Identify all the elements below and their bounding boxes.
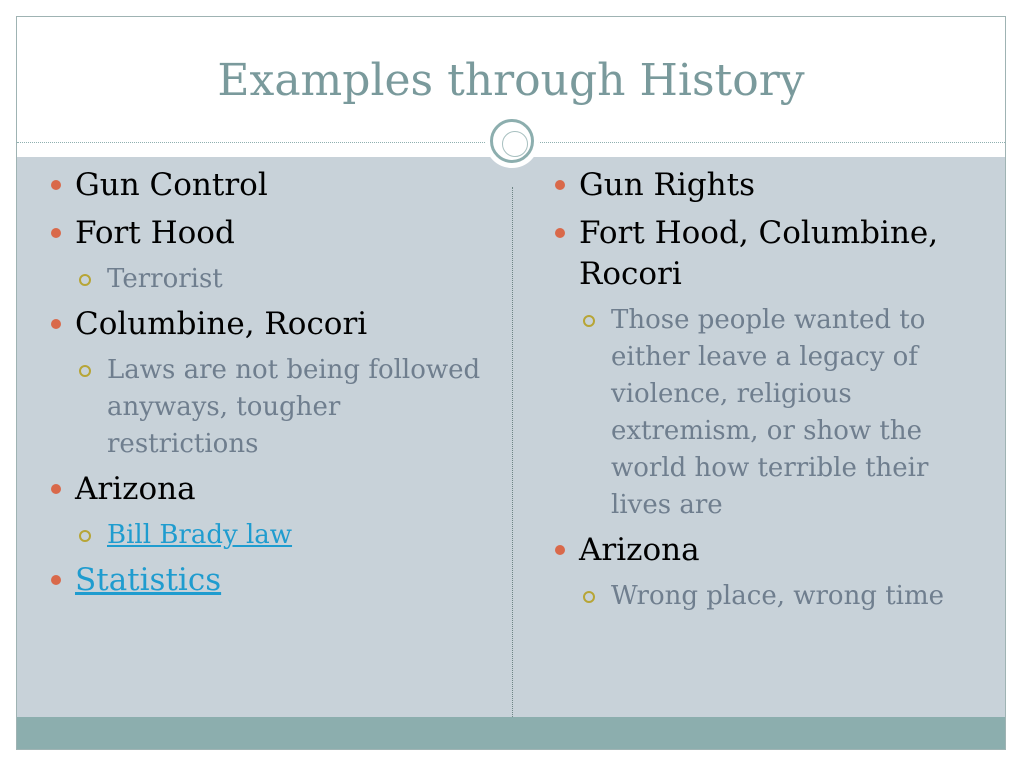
left-sub-bullet-laws [49, 352, 494, 463]
sub-bullet-text: Terrorist [107, 264, 223, 294]
right-column [553, 165, 973, 621]
bullet-text: Columbine, Rocori [75, 306, 368, 342]
filled-circle-icon [51, 180, 61, 190]
ring-ornament-icon [485, 114, 539, 168]
slide-title: Examples through History [217, 55, 805, 106]
right-sub-bullet-wrong-place [553, 578, 973, 615]
right-bullet-fort-hood-columbine-rocori [553, 213, 973, 295]
left-bullet-statistics [49, 560, 494, 601]
bullet-text: Gun Control [75, 167, 268, 203]
bullet-text: Fort Hood [75, 215, 235, 251]
left-bullet-gun-control [49, 165, 494, 206]
hollow-circle-icon [583, 315, 595, 327]
bullet-text: Arizona [75, 471, 196, 507]
left-sub-bullet-bill-brady [49, 517, 494, 554]
hollow-circle-icon [79, 365, 91, 377]
hollow-circle-icon [583, 591, 595, 603]
ornament-inner-ring [502, 131, 528, 157]
left-bullet-columbine-rocori [49, 304, 494, 345]
sub-bullet-text: Laws are not being followed anyways, tougher restrictions [107, 355, 481, 459]
left-bullet-arizona [49, 469, 494, 510]
right-bullet-gun-rights [553, 165, 973, 206]
filled-circle-icon [555, 228, 565, 238]
filled-circle-icon [555, 545, 565, 555]
hollow-circle-icon [79, 274, 91, 286]
filled-circle-icon [51, 484, 61, 494]
bullet-text: Arizona [579, 532, 700, 568]
bill-brady-law-link[interactable]: Bill Brady law [107, 520, 293, 550]
sub-bullet-text: Those people wanted to either leave a legacy of violence, religious extremism, or show the world how terrible their lives are [611, 305, 929, 520]
right-sub-bullet-legacy [553, 302, 973, 524]
right-bullet-arizona [553, 530, 973, 571]
filled-circle-icon [555, 180, 565, 190]
hollow-circle-icon [79, 530, 91, 542]
filled-circle-icon [51, 319, 61, 329]
ornament-outer-ring [490, 119, 534, 163]
filled-circle-icon [51, 228, 61, 238]
footer-bar [17, 717, 1005, 750]
filled-circle-icon [51, 575, 61, 585]
slide [16, 16, 1006, 750]
left-bullet-fort-hood [49, 213, 494, 254]
sub-bullet-text: Wrong place, wrong time [611, 581, 945, 611]
statistics-link[interactable]: Statistics [75, 562, 222, 598]
left-column [49, 165, 494, 608]
bullet-text: Gun Rights [579, 167, 755, 203]
left-sub-bullet-terrorist [49, 261, 494, 298]
bullet-text: Fort Hood, Columbine, Rocori [579, 215, 939, 292]
column-divider [512, 187, 513, 717]
